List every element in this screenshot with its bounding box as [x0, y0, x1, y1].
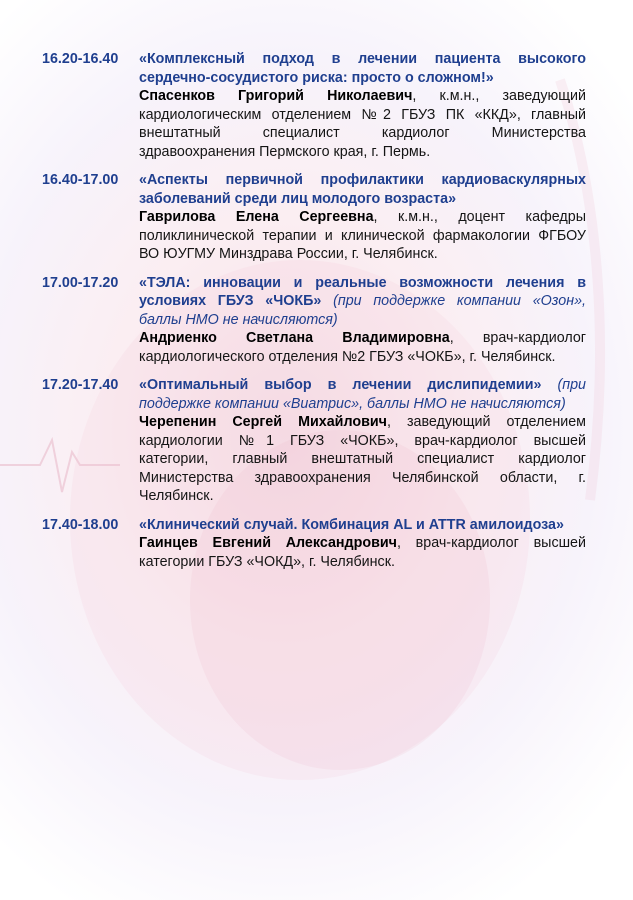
- session-speaker: [139, 208, 586, 264]
- session-2: [42, 171, 592, 264]
- session-content: [139, 376, 586, 506]
- session-speaker: [139, 329, 586, 366]
- session-content: [139, 274, 586, 367]
- session-title: «Клинический случай. Комбинация AL и ATTR амилоидоза»: [139, 516, 564, 533]
- session-1: [42, 50, 592, 161]
- session-time: 17.00-17.20: [42, 274, 119, 291]
- speaker-info: , к.м.н., доцент кафедры поликлинической терапии и клинической фармакологии ФГБОУ ВО ЮУГМУ Минздрава России, г. Челябинск.: [139, 209, 587, 262]
- session-content: [139, 516, 586, 572]
- session-content: [139, 171, 586, 264]
- session-speaker: [139, 534, 586, 571]
- session-title: «ТЭЛА: инновации и реальные возможности лечения в условиях ГБУЗ «ЧОКБ» (при поддержке компании «Озон», баллы НМО не начисляются): [139, 274, 586, 328]
- session-5: [42, 516, 592, 572]
- session-note: (при поддержке компании «Озон», баллы НМО не начисляются): [139, 293, 586, 328]
- speaker-info: , заведующий отделением кардиологии №1 ГБУЗ «ЧОКБ», врач-кардиолог высшей категории, главный внештатный специалист кардиолог Министерства здравоохранения Челябинской области, г. Челябинск.: [139, 414, 586, 504]
- speaker-info: , врач-кардиолог высшей категории ГБУЗ «ЧОКД», г. Челябинск.: [139, 535, 586, 570]
- session-time: 17.20-17.40: [42, 377, 119, 393]
- speaker-name: Андриенко Светлана Владимировна: [139, 330, 450, 346]
- session-speaker: [139, 87, 586, 161]
- session-time: 16.40-17.00: [42, 172, 119, 188]
- session-content: [139, 50, 586, 161]
- session-time: 16.20-16.40: [42, 51, 119, 67]
- session-3: [42, 274, 592, 367]
- session-4: [42, 376, 592, 506]
- speaker-name: Гаврилова Елена Сергеевна: [139, 209, 374, 225]
- speaker-name: Спасенков Григорий Николаевич: [139, 88, 413, 104]
- speaker-name: Гаинцев Евгений Александрович: [139, 535, 397, 551]
- session-time: 17.40-18.00: [42, 516, 119, 533]
- speaker-info: , к.м.н., заведующий кардиологическим отделением №2 ГБУЗ ПК «ККД», главный внештатный специалист кардиолог Министерства здравоохранения Пермского края, г. Пермь.: [139, 88, 586, 160]
- session-title: «Комплексный подход в лечении пациента высокого сердечно-сосудистого риска: просто о сложном!»: [139, 51, 586, 86]
- session-note: (при поддержке компании «Виатрис», баллы НМО не начисляются): [139, 377, 586, 412]
- program-schedule: [42, 50, 592, 581]
- session-title: «Аспекты первичной профилактики кардиоваскулярных заболеваний среди лиц молодого возраста»: [139, 172, 586, 207]
- speaker-info: , врач-кардиолог кардиологического отделения №2 ГБУЗ «ЧОКБ», г. Челябинск.: [139, 330, 586, 365]
- session-speaker: [139, 413, 586, 506]
- session-title: «Оптимальный выбор в лечении дислипидемии» (при поддержке компании «Виатрис», баллы НМО не начисляются): [139, 377, 586, 412]
- speaker-name: Черепенин Сергей Михайлович: [139, 414, 387, 430]
